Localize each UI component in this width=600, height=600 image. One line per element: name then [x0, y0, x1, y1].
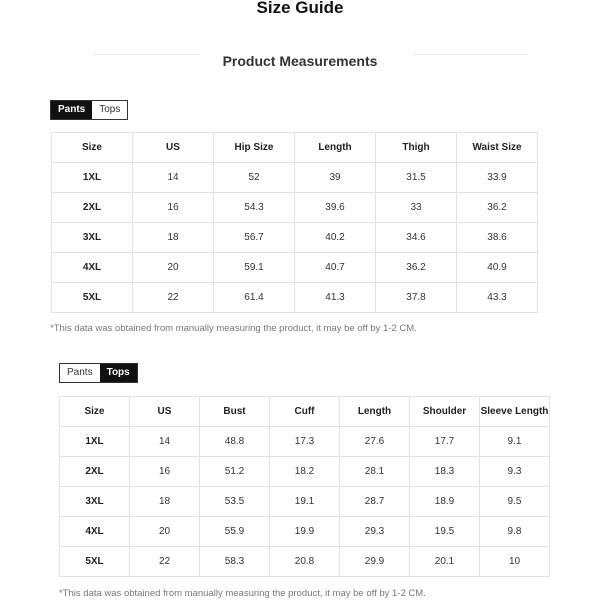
measurement-cell: 17.7	[410, 427, 480, 457]
size-cell: 5XL	[60, 547, 130, 577]
table-header-row	[52, 133, 538, 163]
table-row	[60, 457, 550, 487]
tops-size-table	[59, 396, 550, 577]
tab-pants[interactable]: Pants	[51, 101, 92, 119]
table-row	[60, 427, 550, 457]
measurement-cell: 31.5	[376, 163, 457, 193]
measurement-cell: 22	[133, 283, 214, 313]
measurement-cell: 16	[133, 193, 214, 223]
measurement-cell: 55.9	[200, 517, 270, 547]
tab-tops[interactable]: Tops	[92, 101, 127, 119]
column-header: Size	[52, 133, 133, 163]
measurement-cell: 29.3	[340, 517, 410, 547]
table-row	[52, 223, 538, 253]
column-header: Length	[340, 397, 410, 427]
measurement-cell: 18.2	[270, 457, 340, 487]
tab-pants[interactable]: Pants	[60, 364, 100, 382]
size-cell: 2XL	[60, 457, 130, 487]
measurement-cell: 48.8	[200, 427, 270, 457]
measurement-cell: 59.1	[214, 253, 295, 283]
size-cell: 5XL	[52, 283, 133, 313]
measurement-cell: 20	[133, 253, 214, 283]
measurement-cell: 9.8	[480, 517, 550, 547]
measurement-cell: 29.9	[340, 547, 410, 577]
measurement-cell: 20.1	[410, 547, 480, 577]
column-header: US	[130, 397, 200, 427]
column-header: Shoulder	[410, 397, 480, 427]
measurement-cell: 20.8	[270, 547, 340, 577]
measurement-cell: 28.1	[340, 457, 410, 487]
measurement-cell: 37.8	[376, 283, 457, 313]
table-row	[60, 547, 550, 577]
size-cell: 3XL	[52, 223, 133, 253]
size-cell: 1XL	[60, 427, 130, 457]
table-row	[52, 193, 538, 223]
column-header: Thigh	[376, 133, 457, 163]
pants-tab-group	[50, 100, 128, 120]
measurement-cell: 19.1	[270, 487, 340, 517]
page-title: Size Guide	[256, 0, 344, 17]
size-cell: 1XL	[52, 163, 133, 193]
measurement-cell: 40.9	[457, 253, 538, 283]
measurement-cell: 14	[133, 163, 214, 193]
measurement-cell: 14	[130, 427, 200, 457]
column-header: Bust	[200, 397, 270, 427]
table-header-row	[60, 397, 550, 427]
size-cell: 3XL	[60, 487, 130, 517]
measurement-cell: 19.9	[270, 517, 340, 547]
measurement-cell: 33.9	[457, 163, 538, 193]
measurement-cell: 17.3	[270, 427, 340, 457]
measurement-cell: 36.2	[376, 253, 457, 283]
tab-tops[interactable]: Tops	[100, 364, 137, 382]
measurement-cell: 36.2	[457, 193, 538, 223]
column-header: Waist Size	[457, 133, 538, 163]
size-cell: 4XL	[52, 253, 133, 283]
measurement-cell: 38.6	[457, 223, 538, 253]
measurement-cell: 9.1	[480, 427, 550, 457]
measurement-cell: 40.2	[295, 223, 376, 253]
measurement-cell: 52	[214, 163, 295, 193]
section-heading	[0, 51, 600, 71]
measurement-cell: 53.5	[200, 487, 270, 517]
measurement-cell: 20	[130, 517, 200, 547]
column-header: Cuff	[270, 397, 340, 427]
column-header: Length	[295, 133, 376, 163]
measurement-cell: 43.3	[457, 283, 538, 313]
measurement-cell: 61.4	[214, 283, 295, 313]
table-row	[60, 517, 550, 547]
table-row	[52, 283, 538, 313]
table-row	[52, 253, 538, 283]
column-header: Sleeve Length	[480, 397, 550, 427]
section-title: Product Measurements	[222, 53, 378, 69]
measurement-note: *This data was obtained from manually measuring the product, it may be off by 1-2 CM.	[50, 323, 417, 334]
pants-size-table	[51, 132, 538, 313]
measurement-cell: 33	[376, 193, 457, 223]
measurement-cell: 9.5	[480, 487, 550, 517]
measurement-cell: 9.3	[480, 457, 550, 487]
measurement-cell: 40.7	[295, 253, 376, 283]
measurement-cell: 39	[295, 163, 376, 193]
measurement-cell: 18.9	[410, 487, 480, 517]
measurement-cell: 10	[480, 547, 550, 577]
measurement-note: *This data was obtained from manually measuring the product, it may be off by 1-2 CM.	[59, 588, 426, 599]
measurement-cell: 54.3	[214, 193, 295, 223]
table-row	[52, 163, 538, 193]
column-header: US	[133, 133, 214, 163]
measurement-cell: 39.6	[295, 193, 376, 223]
measurement-cell: 56.7	[214, 223, 295, 253]
size-cell: 2XL	[52, 193, 133, 223]
size-cell: 4XL	[60, 517, 130, 547]
measurement-cell: 58.3	[200, 547, 270, 577]
measurement-cell: 34.6	[376, 223, 457, 253]
measurement-cell: 19.5	[410, 517, 480, 547]
table-row	[60, 487, 550, 517]
measurement-cell: 18	[133, 223, 214, 253]
measurement-cell: 27.6	[340, 427, 410, 457]
column-header: Size	[60, 397, 130, 427]
measurement-cell: 18	[130, 487, 200, 517]
column-header: Hip Size	[214, 133, 295, 163]
measurement-cell: 22	[130, 547, 200, 577]
measurement-cell: 28.7	[340, 487, 410, 517]
measurement-cell: 18.3	[410, 457, 480, 487]
measurement-cell: 41.3	[295, 283, 376, 313]
tops-tab-group	[59, 363, 138, 383]
measurement-cell: 51.2	[200, 457, 270, 487]
measurement-cell: 16	[130, 457, 200, 487]
